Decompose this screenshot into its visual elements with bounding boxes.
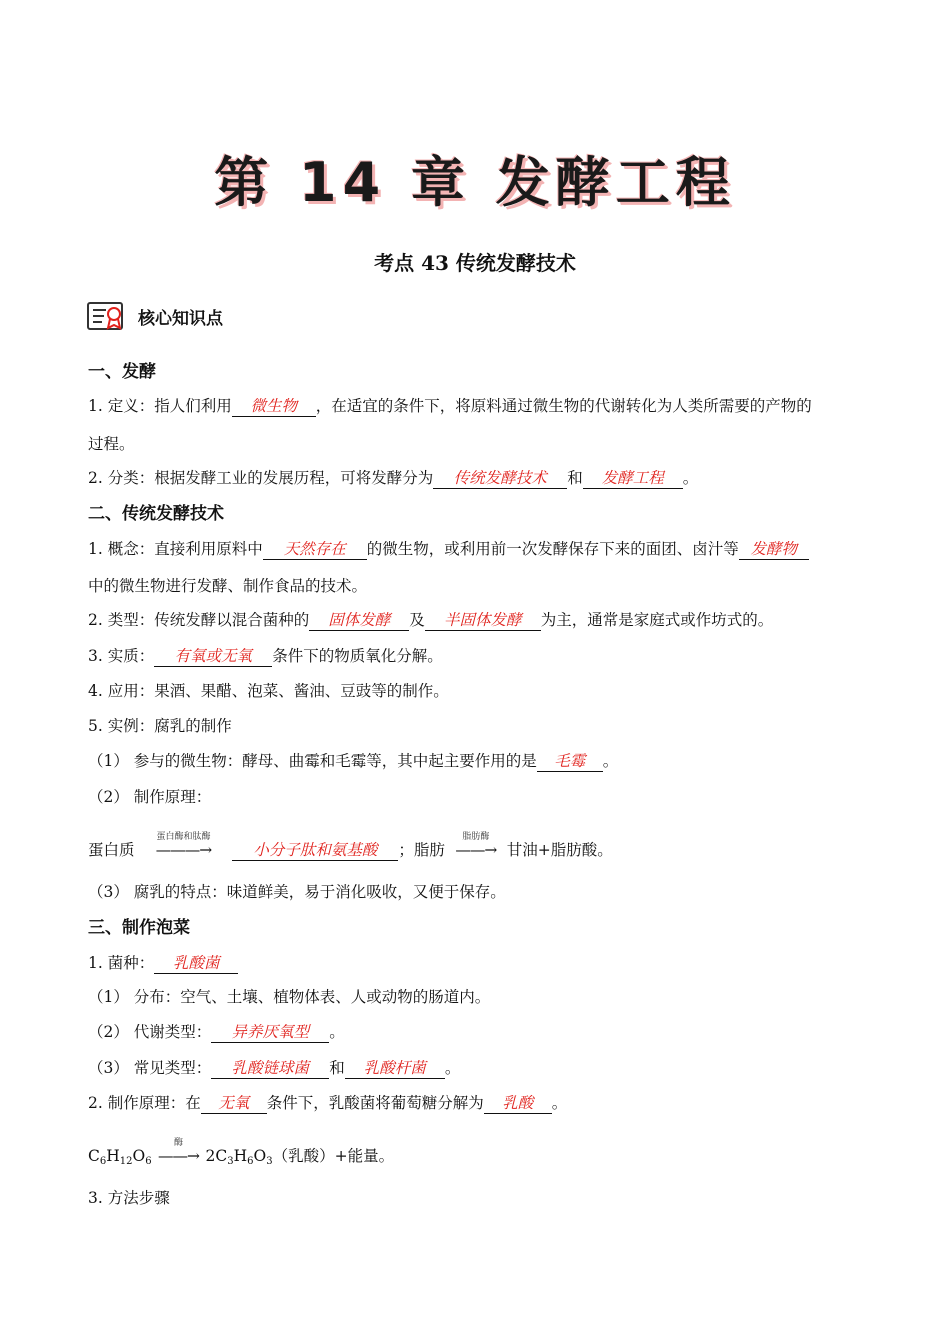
protein-equation bbox=[88, 832, 613, 861]
principle-line: （2） 制作原理： bbox=[88, 788, 212, 806]
reaction-arrow: 酶 ——→ bbox=[157, 1145, 201, 1167]
text: 1. 定义：指人们利用 bbox=[88, 397, 232, 415]
classification-line bbox=[88, 467, 698, 489]
strain-line bbox=[88, 952, 238, 974]
arrow-label: 脂肪酶 bbox=[462, 832, 490, 842]
answer-blank: 毛霉 bbox=[537, 751, 603, 772]
text: 为主，通常是家庭式或作坊式的。 bbox=[540, 611, 774, 629]
section-heading-pickles: 三、制作泡菜 bbox=[88, 918, 190, 938]
text: ，在适宜的条件下，将原料通过微生物的代谢转化为人类所需要的产物的 bbox=[315, 397, 812, 415]
certificate-icon bbox=[86, 299, 126, 333]
text: 1. 菌种： bbox=[88, 954, 155, 972]
text: 2C bbox=[205, 1147, 228, 1165]
text: 条件下的物质氧化分解。 bbox=[272, 647, 443, 665]
text: 2. 分类：根据发酵工业的发展历程，可将发酵分为 bbox=[88, 469, 434, 487]
text: O bbox=[253, 1147, 267, 1165]
distribution-line: （1） 分布：空气、土壤、植物体表、人或动物的肠道内。 bbox=[88, 988, 491, 1006]
text: 蛋白质 bbox=[88, 841, 135, 859]
text: （3） 常见类型： bbox=[88, 1059, 212, 1077]
microbe-line bbox=[88, 750, 618, 772]
answer-blank: 固体发酵 bbox=[309, 610, 409, 631]
answer-blank: 乳酸链球菌 bbox=[211, 1058, 329, 1079]
subscript: 3 bbox=[227, 1156, 234, 1167]
text: C bbox=[88, 1147, 100, 1165]
text: 。 bbox=[329, 1023, 345, 1041]
arrow-label: 蛋白酶和肽酶 bbox=[156, 832, 211, 842]
application-line: 4. 应用：果酒、果醋、泡菜、酱油、豆豉等的制作。 bbox=[88, 682, 449, 700]
text: O bbox=[132, 1147, 146, 1165]
answer-blank: 乳酸杆菌 bbox=[345, 1058, 445, 1079]
core-knowledge-label: 核心知识点 bbox=[138, 308, 223, 329]
common-types-line bbox=[88, 1057, 460, 1079]
exam-point-title: 考点 43 传统发酵技术 bbox=[374, 251, 576, 275]
lactic-equation bbox=[88, 1138, 395, 1173]
section-heading-fermentation: 一、发酵 bbox=[88, 362, 156, 382]
definition-line bbox=[88, 395, 812, 417]
section-heading-traditional: 二、传统发酵技术 bbox=[88, 504, 224, 524]
method-steps-line: 3. 方法步骤 bbox=[88, 1189, 170, 1207]
feature-line: （3） 腐乳的特点：味道鲜美，易于消化吸收，又便于保存。 bbox=[88, 883, 506, 901]
text: 1. 概念：直接利用原料中 bbox=[88, 540, 263, 558]
core-knowledge-header bbox=[86, 298, 223, 334]
text: 的微生物，或利用前一次发酵保存下来的面团、卤汁等 bbox=[366, 540, 739, 558]
answer-blank: 无氧 bbox=[201, 1093, 267, 1114]
metabolism-line bbox=[88, 1021, 345, 1043]
text: 。 bbox=[602, 752, 619, 770]
text: 2. 类型：传统发酵以混合菌种的 bbox=[88, 611, 310, 629]
answer-blank: 微生物 bbox=[232, 396, 316, 417]
text: 条件下，乳酸菌将葡萄糖分解为 bbox=[266, 1094, 484, 1112]
text: H bbox=[106, 1147, 120, 1165]
text: （2） 代谢类型： bbox=[88, 1023, 212, 1041]
answer-blank: 小分子肽和氨基酸 bbox=[232, 840, 398, 861]
answer-blank: 天然存在 bbox=[263, 539, 367, 560]
reaction-arrow: 蛋白酶和肽酶 ———→ bbox=[139, 839, 227, 861]
text: 。 bbox=[682, 469, 699, 487]
subscript: 3 bbox=[266, 1156, 273, 1167]
definition-line-cont: 过程。 bbox=[88, 435, 135, 453]
text: （乳酸）+能量。 bbox=[272, 1147, 395, 1165]
answer-blank: 传统发酵技术 bbox=[433, 468, 567, 489]
text: 及 bbox=[409, 611, 425, 629]
text: 。 bbox=[444, 1059, 461, 1077]
example-line: 5. 实例：腐乳的制作 bbox=[88, 717, 232, 735]
text: 甘油+脂肪酸。 bbox=[506, 841, 613, 859]
pickle-principle-line bbox=[88, 1092, 567, 1114]
text: 和 bbox=[567, 469, 583, 487]
text: 2. 制作原理：在 bbox=[88, 1094, 201, 1112]
text: 3. 实质： bbox=[88, 647, 155, 665]
answer-blank: 异养厌氧型 bbox=[211, 1022, 329, 1043]
subscript: 6 bbox=[145, 1156, 152, 1167]
text: H bbox=[233, 1147, 248, 1165]
reaction-arrow: 脂肪酶 ——→ bbox=[450, 839, 502, 861]
answer-blank: 乳酸菌 bbox=[154, 953, 238, 974]
text: （1） 参与的微生物：酵母、曲霉和毛霉等，其中起主要作用的是 bbox=[88, 752, 537, 770]
subscript: 6 bbox=[99, 1156, 107, 1167]
arrow-label: 酶 bbox=[174, 1138, 184, 1148]
answer-blank: 半固体发酵 bbox=[425, 610, 541, 631]
text: 。 bbox=[551, 1094, 568, 1112]
concept-line-cont: 中的微生物进行发酵、制作食品的技术。 bbox=[88, 577, 368, 595]
answer-blank: 发酵物 bbox=[739, 539, 809, 560]
type-line bbox=[88, 609, 773, 631]
answer-blank: 有氧或无氧 bbox=[154, 646, 272, 667]
chapter-title: 第 14 章 发酵工程 bbox=[214, 151, 736, 214]
concept-line bbox=[88, 538, 809, 560]
text: ；脂肪 bbox=[398, 841, 445, 859]
essence-line bbox=[88, 645, 443, 667]
text: 和 bbox=[329, 1059, 345, 1077]
subscript: 12 bbox=[119, 1156, 133, 1167]
subscript: 6 bbox=[247, 1156, 254, 1167]
answer-blank: 发酵工程 bbox=[583, 468, 683, 489]
answer-blank: 乳酸 bbox=[484, 1093, 552, 1114]
